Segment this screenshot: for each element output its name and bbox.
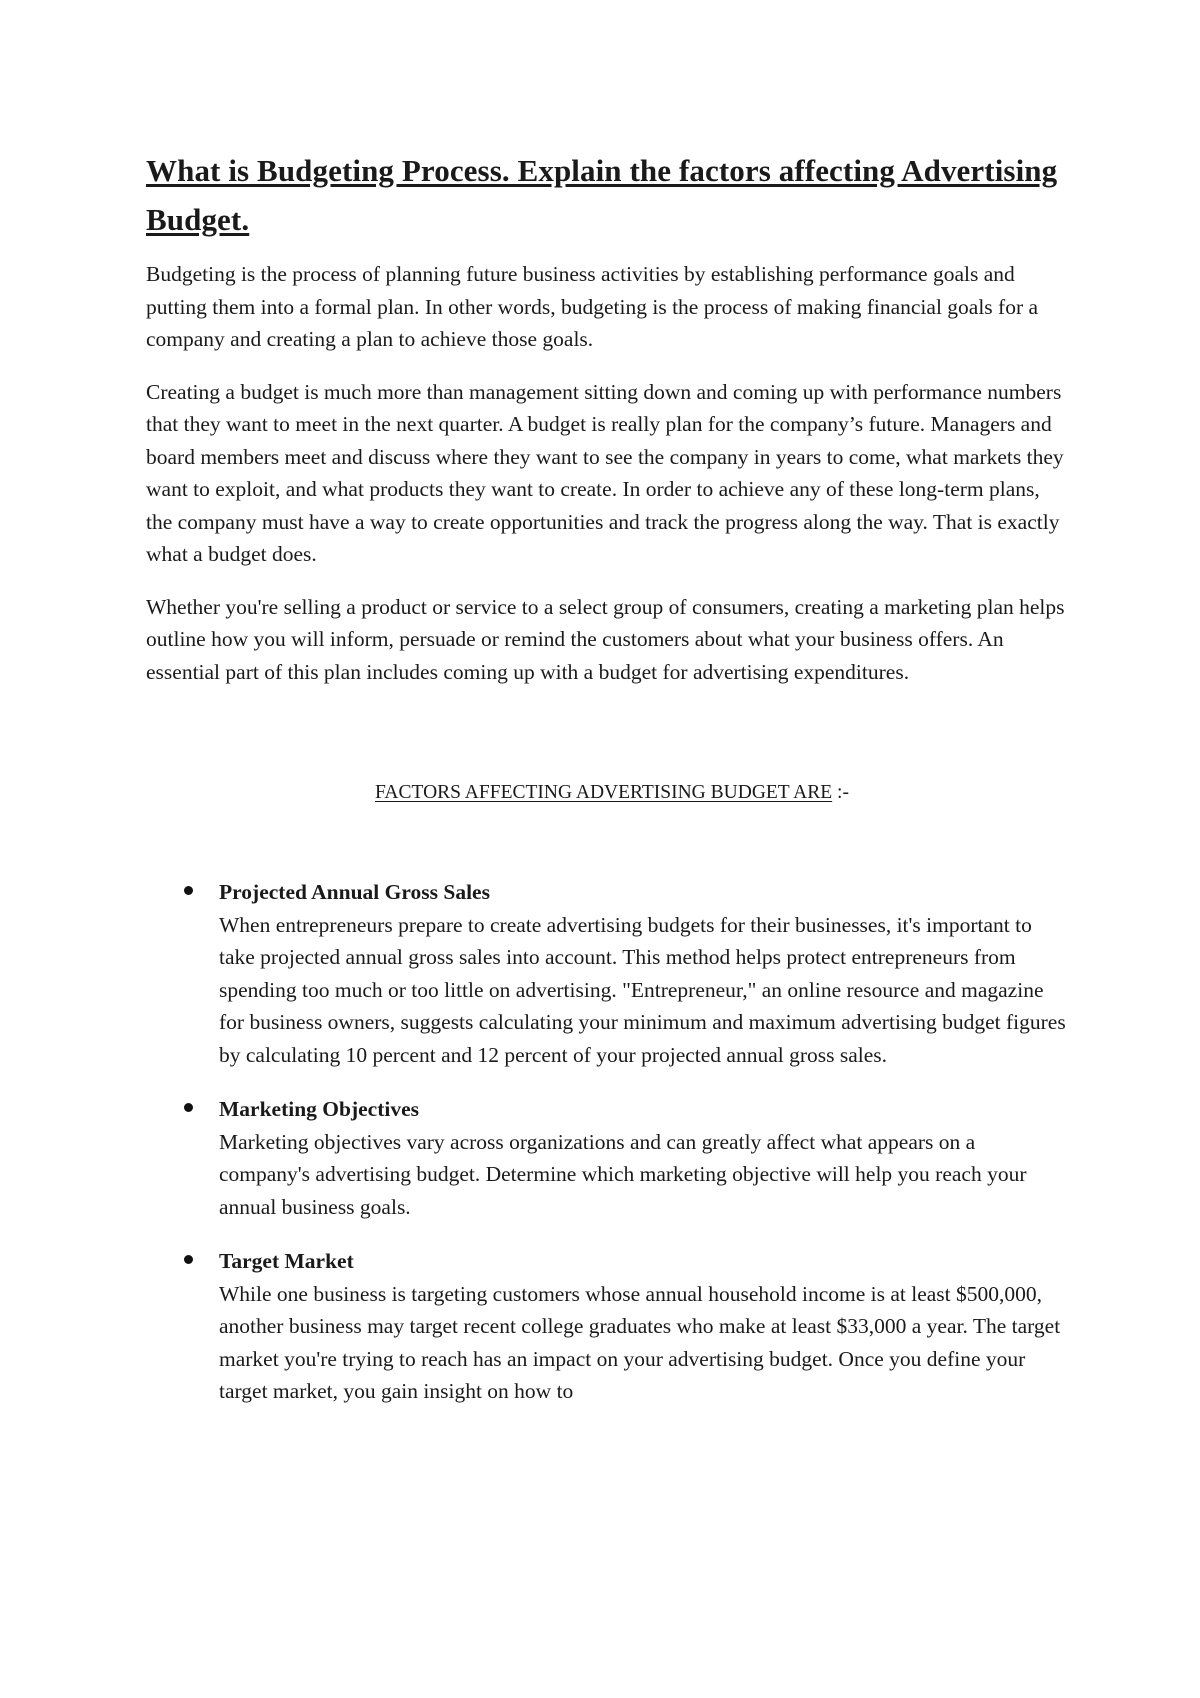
bullet-icon [184,1103,193,1112]
bullet-icon [184,886,193,895]
list-item [146,1093,1066,1223]
list-item [146,1245,1066,1408]
factor-title: Projected Annual Gross Sales [219,880,490,904]
factor-description: When entrepreneurs prepare to create advertising budgets for their businesses, it's important to take projected annual gross sales into account. This method helps protect entrepreneurs from spending too much or too little on advertising. "Entrepreneur," an online resource and magazine for business owners, suggests calculating your minimum and maximum advertising budget figures by calculating 10 percent and 12 percent of your projected annual gross sales. [219,912,1066,1067]
marketing-paragraph: Whether you're selling a product or service to a select group of consumers, creating a marketing plan helps outline how you will inform, persuade or remind the customers about what your business offers. An essential part of this plan includes coming up with a budget for advertising expenditures. [146,594,1065,684]
document-page [146,146,1066,1430]
document-title: What is Budgeting Process. Explain the factors affecting Advertising Budget. [146,153,1058,237]
factor-description: Marketing objectives vary across organizations and can greatly affect what appears on a company's advertising budget. Determine which marketing objective will help you reach your annual business goals. [219,1129,1027,1219]
factors-list [146,876,1066,1408]
bullet-icon [184,1255,193,1264]
intro-paragraph: Budgeting is the process of planning future business activities by establishing performance goals and putting them into a formal plan. In other words, budgeting is the process of making financial goals for a company and creating a plan to achieve those goals. [146,262,1039,351]
factors-heading-text: FACTORS AFFECTING ADVERTISING BUDGET ARE [375,782,833,803]
factor-title: Marketing Objectives [219,1097,420,1121]
factors-heading-suffix: :- [832,782,849,803]
budget-paragraph: Creating a budget is much more than management sitting down and coming up with performance numbers that they want to meet in the next quarter. A budget is really plan for the company’s future. Managers and board members meet and discuss where they want to see the company in years to come, what markets they want to exploit, and what products they want to create. In order to achieve any of these long-term plans, the company must have a way to create opportunities and track the progress along the way. That is exactly what a budget does. [146,379,1064,566]
factor-title: Target Market [219,1249,354,1273]
factors-heading [146,778,1066,808]
section-spacer [146,708,1066,766]
factor-description: While one business is targeting customers whose annual household income is at least $500,000, another business may target recent college graduates who make at least $33,000 a year. The target market you're trying to reach has an impact on your advertising budget. Once you define your target market, you gain insight on how to [219,1281,1061,1403]
list-item [146,876,1066,1071]
